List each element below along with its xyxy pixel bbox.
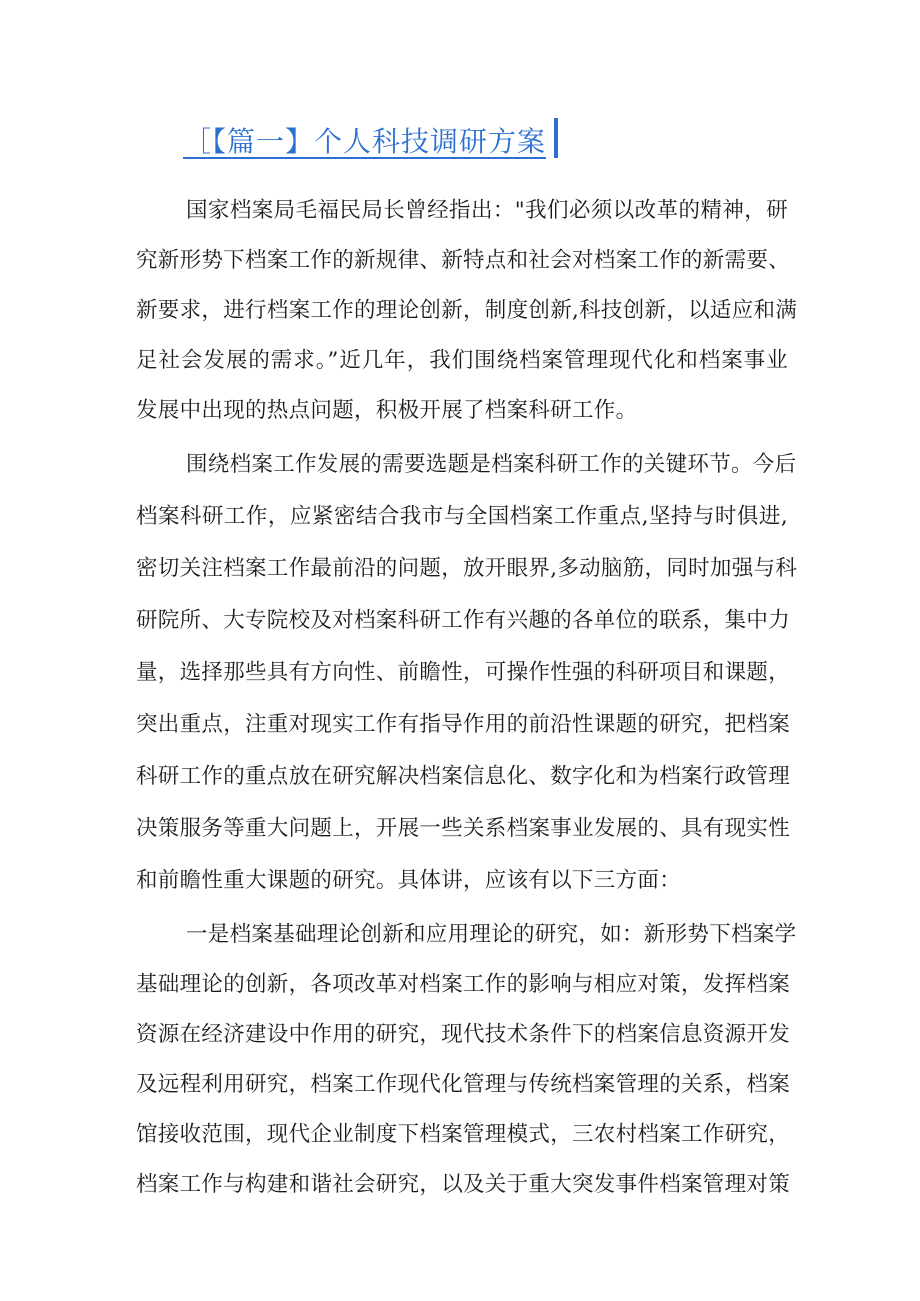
paragraph-1-line-3: 新要求，进行档案工作的理论创新，制度创新,科技创新，以适应和满 — [136, 298, 798, 323]
paragraph-1-line-1: 国家档案局毛福民局长曾经指出："我们必须以改革的精神，研 — [186, 198, 788, 223]
paragraph-2-line-2: 档案科研工作，应紧密结合我市与全国档案工作重点,坚持与时俱进, — [136, 504, 788, 529]
paragraph-3-line-5: 馆接收范围，现代企业制度下档案管理模式，三农村档案工作研究， — [136, 1122, 791, 1147]
paragraph-2-line-5: 量，选择那些具有方向性、前瞻性，可操作性强的科研项目和课题， — [136, 660, 791, 685]
paragraph-2-line-9: 和前瞻性重大课题的研究。具体讲，应该有以下三方面： — [136, 868, 682, 893]
paragraph-2-line-8: 决策服务等重大问题上，开展一些关系档案事业发展的、具有现实性 — [136, 816, 791, 841]
document-title[interactable]: ［【篇一】个人科技调研方案 — [183, 125, 547, 158]
title-block — [183, 112, 558, 162]
paragraph-3-line-2: 基础理论的创新，各项改革对档案工作的影响与相应对策，发挥档案 — [136, 972, 791, 997]
text-cursor-icon — [554, 118, 558, 158]
paragraph-2-line-6: 突出重点，注重对现实工作有指导作用的前沿性课题的研究，把档案 — [136, 712, 791, 737]
paragraph-3-line-4: 及远程利用研究，档案工作现代化管理与传统档案管理的关系，档案 — [136, 1072, 791, 1097]
paragraph-1-line-5: 发展中出现的热点问题，积极开展了档案科研工作。 — [136, 398, 638, 423]
paragraph-3-line-1: 一是档案基础理论创新和应用理论的研究，如：新形势下档案学 — [186, 922, 797, 947]
paragraph-1-line-2: 究新形势下档案工作的新规律、新特点和社会对档案工作的新需要、 — [136, 248, 791, 273]
paragraph-2-line-7: 科研工作的重点放在研究解决档案信息化、数字化和为档案行政管理 — [136, 764, 791, 789]
paragraph-2-line-3: 密切关注档案工作最前沿的问题，放开眼界,多动脑筋，同时加强与科 — [136, 556, 798, 581]
paragraph-1-line-4: 足社会发展的需求。”近几年，我们围绕档案管理现代化和档案事业 — [136, 348, 788, 373]
paragraph-3-line-3: 资源在经济建设中作用的研究，现代技术条件下的档案信息资源开发 — [136, 1022, 791, 1047]
paragraph-3-line-6: 档案工作与构建和谐社会研究，以及关于重大突发事件档案管理对策 — [136, 1172, 791, 1197]
paragraph-2-line-4: 研院所、大专院校及对档案科研工作有兴趣的各单位的联系，集中力 — [136, 608, 791, 633]
paragraph-2-line-1: 围绕档案工作发展的需要选题是档案科研工作的关键环节。今后 — [186, 452, 797, 477]
